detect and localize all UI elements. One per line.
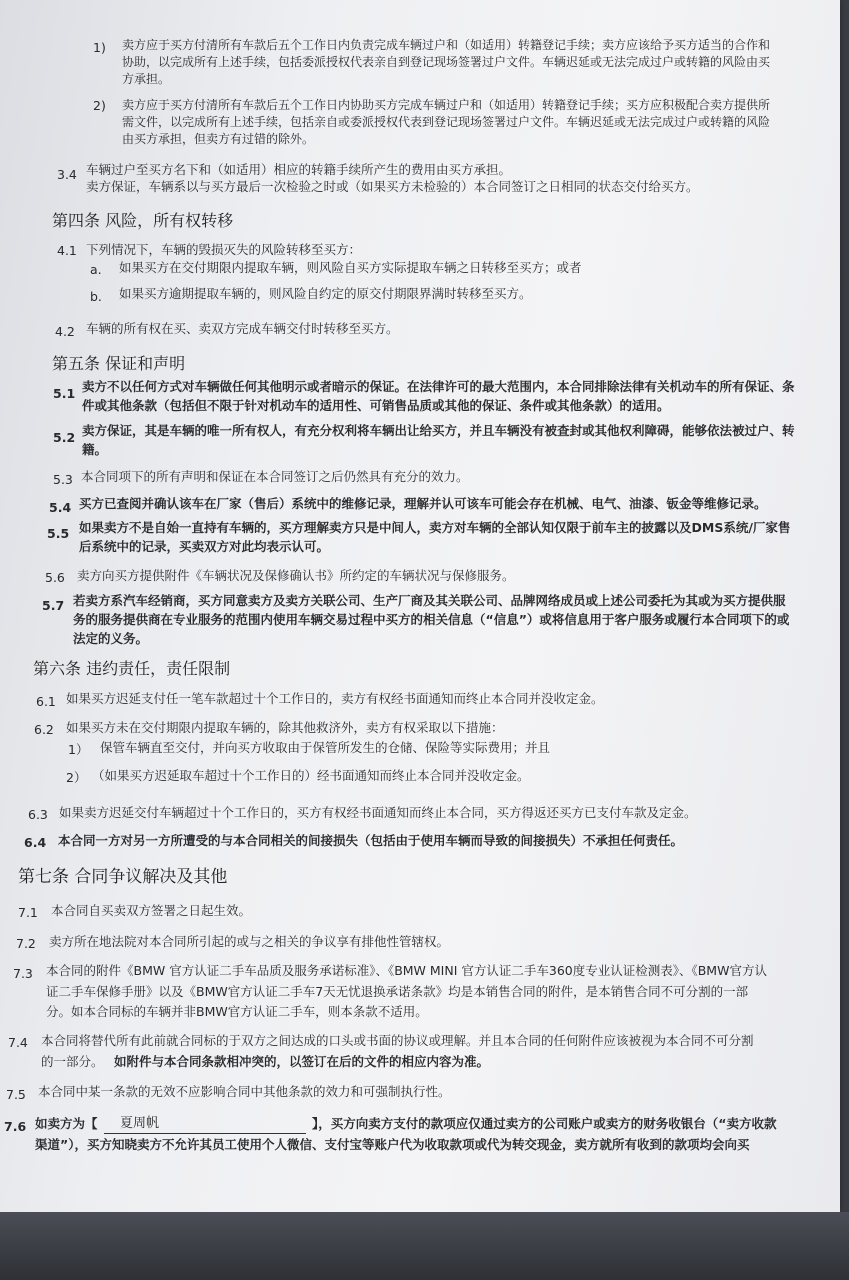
clause-line: 卖方不以任何方式对车辆做任何其他明示或者暗示的保证。在法律许可的最大范围内，本合同排除法律有关机动车的所有保证、条 [82,379,795,394]
clause-num: 7.1 [18,905,38,920]
clause-line-bold: 如附件与本合同条款相冲突的，以签订在后的文件的相应内容为准。 [114,1054,490,1069]
clause-line: 车辆过户至买方名下和（如适用）相应的转籍手续所产生的费用由买方承担。 [86,162,512,177]
clause-line: 若卖方系汽车经销商，买方同意卖方及卖方关联公司、生产厂商及其关联公司、品牌网络成员或上述公司委托为其或为买方提供服 [73,593,786,608]
clause-text: 下列情况下，车辆的毁损灭失的风险转移至买方： [86,242,362,257]
clause-num: 1) [93,40,106,55]
clause-num: 7.4 [8,1035,28,1050]
clause-num: 5.2 [53,430,76,445]
clause-line: 本合同的附件《BMW 官方认证二手车品质及服务承诺标准》、《BMW MINI 官方认证二手车360度专业认证检测表》、《BMW官方认 [46,963,767,978]
clause-num: 7.5 [6,1087,26,1102]
clause-line: 后系统中的记录，买卖双方对此均表示认可。 [79,539,330,554]
clause-line: 证二手车保修手册》以及《BMW官方认证二手车7天无忧退换承诺条款》均是本销售合同的附件，是本销售合同不可分割的一部 [46,984,749,999]
filled-seller-name: 夏周帆 [120,1116,160,1131]
clause-num: 4.2 [55,324,75,339]
clause-num: 7.3 [13,966,33,981]
clause-num: 7.2 [16,936,36,951]
clause-text: 保管车辆直至交付，并向买方收取由于保管所发生的仓储、保险等实际费用；并且 [100,740,551,755]
section-title: 第四条 风险，所有权转移 [52,211,234,230]
fill-underline [104,1133,306,1134]
clause-num: 5.7 [42,598,65,613]
clause-text: 卖方向买方提供附件《车辆状况及保修确认书》所约定的车辆状况与保修服务。 [77,568,515,583]
clause-text: 如果买方逾期提取车辆的，则风险自约定的原交付期限界满时转移至买方。 [119,286,532,301]
clause-suffix: 】，买方向卖方支付的款项应仅通过卖方的公司账户或卖方的财务收银台（“卖方收款 [312,1116,777,1131]
section-title: 第七条 合同争议解决及其他 [18,867,228,887]
clause-text: 本合同自买卖双方签署之日起生效。 [51,903,252,918]
clause-text: 如果买方迟延支付任一笔车款超过十个工作日的，卖方有权经书面通知而终止本合同并没收定金。 [66,691,604,706]
clause-line: 的一部分。 [41,1054,104,1069]
clause-num: 6.4 [24,835,47,850]
clause-num: 6.1 [36,694,56,709]
clause-num: 5.1 [53,386,76,401]
clause-text: 卖方所在地法院对本合同所引起的或与之相关的争议享有排他性管辖权。 [49,934,450,949]
clause-text: 车辆的所有权在买、卖双方完成车辆交付时转移至买方。 [86,321,399,336]
clause-line: 件或其他条款（包括但不限于针对机动车的适用性、可销售品质或其他的保证、条件或其他条款）的适用。 [82,398,670,413]
clause-line: 分。如本合同标的车辆并非BMW官方认证二手车，则本条款不适用。 [46,1004,428,1019]
clause-line: 法定的义务。 [73,631,149,646]
clause-num: 5.4 [49,500,72,515]
section-title: 第六条 违约责任，责任限制 [33,659,231,678]
clause-text: 本合同项下的所有声明和保证在本合同签订之后仍然具有充分的效力。 [81,469,469,484]
clause-text: 本合同一方对另一方所遭受的与本合同相关的间接损失（包括由于使用车辆而导致的间接损失）不承担任何责任。 [58,833,684,848]
clause-prefix: 如卖方为【 [35,1116,98,1131]
clause-num: 3.4 [57,167,77,182]
clause-line: 由买方承担，但卖方有过错的除外。 [122,132,315,146]
clause-line: 卖方应于买方付清所有车款后五个工作日内协助买方完成车辆过户和（如适用）转籍登记手续；买方应积极配合卖方提供所 [122,98,771,112]
clause-text: 买方已查阅并确认该车在厂家（售后）系统中的维修记录，理解并认可该车可能会存在机械、电气、油漆、钣金等维修记录。 [79,496,767,511]
clause-line: 本合同将替代所有此前就合同标的于双方之间达成的口头或书面的协议或理解。并且本合同的任何附件应该被视为本合同不可分割 [41,1033,754,1048]
clause-num: a. [90,262,102,277]
clause-line: 如果卖方不是自始一直持有车辆的，买方理解卖方只是中间人，卖方对车辆的全部认知仅限于前车主的披露以及DMS系统/厂家售 [79,520,791,535]
clause-line: 务的服务提供商在专业服务的范围内使用车辆交易过程中买方的相关信息（“信息”）或将信息用于客户服务或履行本合同项下的或 [73,612,790,627]
section-title: 第五条 保证和声明 [52,354,186,373]
clause-text: 如果买方在交付期限内提取车辆，则风险自买方实际提取车辆之日转移至买方；或者 [119,260,582,275]
clause-text: 如果卖方迟延交付车辆超过十个工作日的，买方有权经书面通知而终止本合同，买方得返还买方已支付车款及定金。 [59,805,697,820]
clause-text: 本合同中某一条款的无效不应影响合同中其他条款的效力和可强制执行性。 [38,1084,451,1099]
clause-num: 2) [93,98,106,113]
clause-line: 卖方应于买方付清所有车款后五个工作日内负责完成车辆过户和（如适用）转籍登记手续；卖方应该给予买方适当的合作和 [122,38,771,52]
clause-num: 2） [66,770,87,785]
clause-line: 卖方保证，车辆系以与买方最后一次检验之时或（如果买方未检验的）本合同签订之日相同的状态交付给买方。 [86,179,699,194]
clause-line: 协助，以完成所有上述手续，包括委派授权代表亲自到登记现场签署过户文件。车辆迟延或无法完成过户或转籍的风险由买 [122,55,771,69]
dark-background [0,1212,849,1280]
clause-line: 籍。 [82,442,108,457]
clause-line: 方承担。 [122,72,171,86]
clause-text: （如果买方迟延取车超过十个工作日的）经书面通知而终止本合同并没收定金。 [92,768,530,783]
clause-num: 7.6 [4,1119,27,1134]
clause-num: 6.3 [28,807,48,822]
clause-num: 4.1 [57,243,77,258]
clause-num: 1） [68,742,89,757]
clause-num: 6.2 [34,722,54,737]
clause-num: 5.6 [45,570,65,585]
clause-text: 如果买方未在交付期限内提取车辆的，除其他救济外，卖方有权采取以下措施： [66,720,504,735]
clause-line: 卖方保证，其是车辆的唯一所有权人，有充分权利将车辆出让给买方，并且车辆没有被查封或其他权利障碍，能够依法被过户、转 [82,423,795,438]
clause-num: 5.3 [53,472,73,487]
clause-num: 5.5 [47,526,70,541]
clause-line: 渠道”），买方知晓卖方不允许其员工使用个人微信、支付宝等账户代为收取款项或代为转交现金，卖方就所有收到的款项均会向买 [35,1137,750,1152]
clause-num: b. [90,289,102,304]
clause-line: 需文件，以完成所有上述手续，包括亲自或委派授权代表到登记现场签署过户文件。车辆迟延或无法完成过户或转籍的风险 [122,115,771,129]
